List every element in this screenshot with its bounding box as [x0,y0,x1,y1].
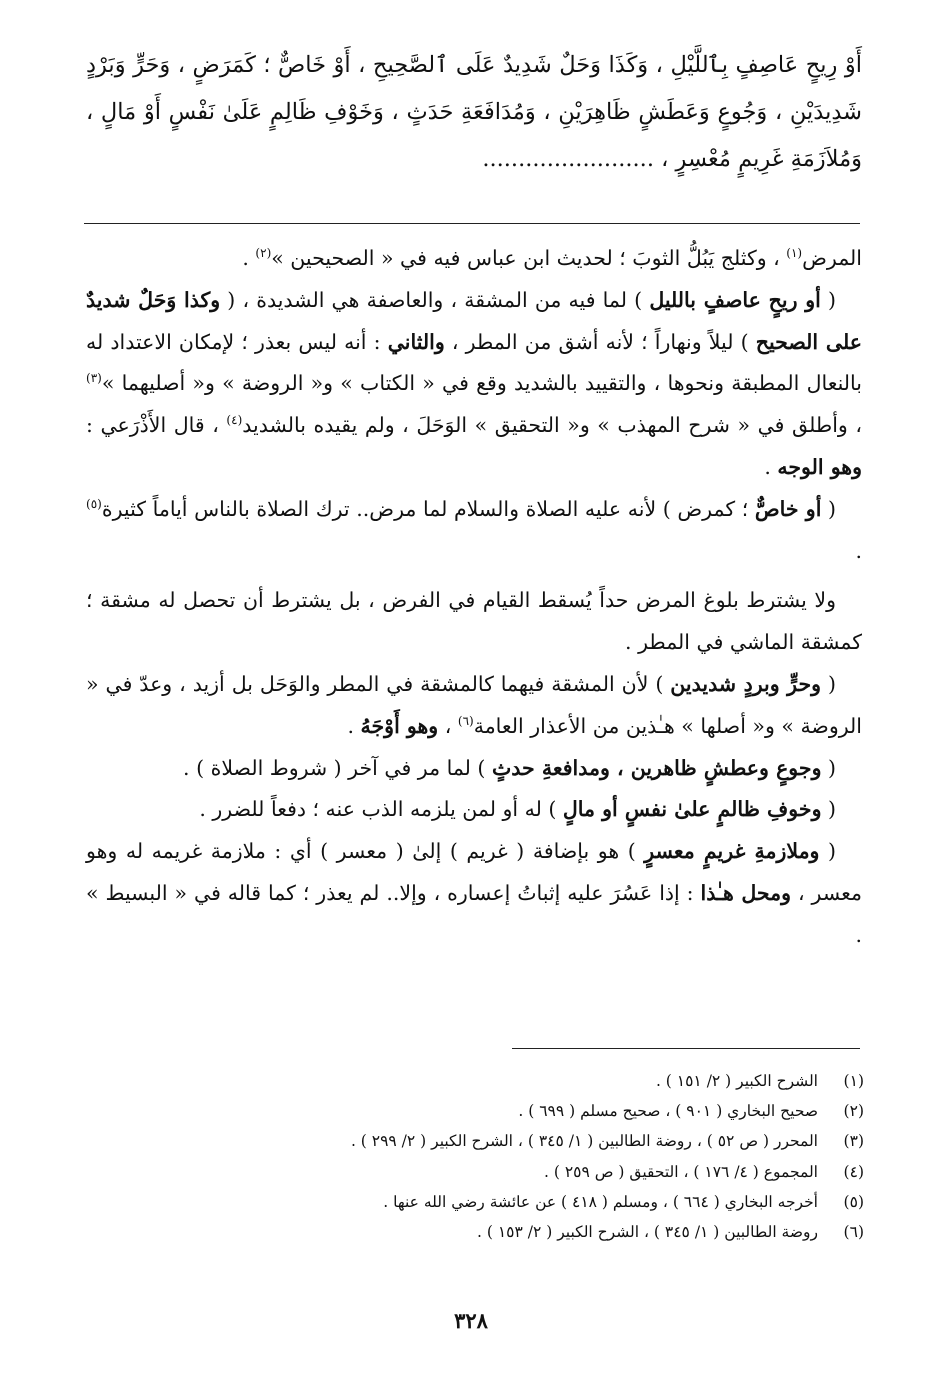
matn-text: أَوْ رِيحٍ عَاصِفٍ بِٱللَّيْلِ ، وَكَذَا وَحَلٌ شَدِيدٌ عَلَى ٱلصَّحِيحِ ، أَوْ خَاصٌّ ؛ كَمَرَضٍ ، وَحَرٍّ وَبَرْدٍ شَدِيدَيْنِ ، وَجُوعٍ وَعَطَشٍ ظَاهِرَيْنِ ، وَمُدَافَعَةِ حَدَثٍ ، وَخَوْفِ ظَالِمٍ عَلَىٰ نَفْسٍ أَوْ مَالٍ ، وَمُلاَزَمَةِ غَرِيمٍ مُعْسِرٍ ، [86,52,863,172]
matn-quote: وملازمةِ غريمٍ معسرٍ [644,839,820,864]
footnote-item [86,1187,864,1217]
footnote-ref: (١) [786,246,803,261]
commentary-paragraph-8 [86,831,862,956]
text-run: ( [820,287,836,312]
footnote-ref: (٦) [457,713,474,728]
footnote-text: روضة الطالبين ( ١/ ٣٤٥ ) ، الشرح الكبير ( ٢/ ١٥٣ ) . [477,1223,818,1242]
text-run: . [855,538,862,563]
footnote-ref: (٥) [86,496,102,511]
matn-text-block [86,42,862,183]
text-run: ) لأن المشقة فيهما كالمشقة في المطر والوَحَل بل أزيد ، وعدّ في « الروضة » و« أصلها » هـٰذين من الأعذار العامة [86,671,862,738]
text-run: ، [438,713,458,738]
text-run: ( [821,755,836,780]
matn-separator-rule [84,223,860,224]
bold-term: ومحل هـٰذا [700,880,792,905]
footnote-item [86,1096,864,1126]
commentary-paragraph-7 [86,789,862,831]
text-run: : إذا عَسُرَ عليه إثباتُ إعساره ، وإلا.. لم يعذر ؛ كما قاله في « البسيط » . [86,880,862,947]
matn-quote: وحرٍّ وبردٍ شديدين [670,671,822,696]
text-run: ) له أو لمن يلزمه الذب عنه ؛ دفعاً للضرر . [199,797,563,822]
matn-quote: وجوعٍ وعطشٍ ظاهرين ، ومدافعةِ حدثٍ [491,755,822,780]
footnote-item [86,1157,864,1187]
commentary-paragraph-2 [86,280,862,489]
text-run: المرض [802,246,862,270]
matn-quote: وكذا وَحَلٌ شديدٌ على الصحيح [86,287,862,354]
matn-continuation-dots: ........................ [482,146,654,172]
text-run: . [764,454,778,479]
footnote-number: (١) [843,1072,864,1090]
commentary-paragraph-6 [86,748,862,790]
matn-quote: أو خاصٌّ [754,496,822,521]
footnote-number: (٣) [843,1132,864,1151]
bold-term: وهو الوجه [777,454,862,479]
text-run: ؛ كمرض ) لأنه عليه الصلاة والسلام لما مرض.. ترك الصلاة بالناس أياماً كثيرة [101,496,755,521]
text-run: ) ليلاً ونهاراً ؛ لأنه أشق من المطر ، [444,329,756,354]
footnote-number: (٤) [843,1162,864,1181]
footnote-text: صحيح البخاري ( ٩٠١ ) ، صحيح مسلم ( ٦٩٩ ) . [518,1102,818,1121]
footnote-item [86,1066,864,1096]
text-run: . [347,713,361,738]
footnote-text: المحرر ( ص ٥٢ ) ، روضة الطالبين ( ١/ ٣٤٥ ) ، الشرح الكبير ( ٢/ ٢٩٩ ) . [350,1132,818,1151]
text-run: ) هو بإضافة ( غريم ) إلىٰ ( معسر ) أي : ملازمة غريمه له وهو معسر ، [86,839,862,905]
commentary-paragraph-3 [86,489,862,573]
footnote-text: المجموع ( ٤/ ١٧٦ ) ، التحقيق ( ص ٢٥٩ ) . [544,1162,818,1181]
footnote-number: (٢) [843,1102,864,1121]
bold-term: وهو أَوْجَهُ [360,713,439,738]
text-run: ) لما فيه من المشقة ، والعاصفة هي الشديدة ، ( [220,287,650,312]
footnote-text: أخرجه البخاري ( ٦٦٤ ) ، ومسلم ( ٤١٨ ) عن عائشة رضي الله عنها . [383,1192,818,1211]
text-run: ( [821,797,836,822]
matn-quote: أو ريحٍ عاصفٍ بالليل [649,287,821,312]
text-run: ( [821,671,836,696]
matn-quote: وخوفِ ظالمٍ علىٰ نفسٍ أو مالٍ [562,797,822,822]
footnote-text: الشرح الكبير ( ٢/ ١٥١ ) . [655,1072,818,1090]
footnotes-block [86,1066,864,1247]
footnote-ref: (٤) [226,413,243,428]
commentary-block [86,238,862,957]
footnote-ref: (٢) [255,246,272,261]
page-number: ٣٢٨ [454,1308,488,1333]
text-run: ، وكثلج يَبُلُّ الثوبَ ؛ لحديث ابن عباس فيه في « الصحيحين » [271,246,787,270]
footnote-item [86,1217,864,1247]
commentary-paragraph-5 [86,664,862,748]
footnote-item [86,1126,864,1156]
text-run: ، قال الأَذْرَعي : [86,413,227,438]
text-run: ، وأطلق في « شرح المهذب » و« التحقيق » الوَحَلَ ، ولم يقيده بالشديد [242,413,863,438]
footnote-separator-rule [512,1048,860,1049]
text-run: ( [821,496,837,521]
text-run: : أنه ليس بعذر ؛ لإمكان الاعتداد له بالنعال المطبقة ونحوها ، والتقييد بالشديد وقع في « الكتاب » و« الروضة » و« أصليهما » [86,329,862,396]
bold-term: والثاني [387,329,445,354]
footnote-ref: (٣) [86,371,102,386]
commentary-paragraph-4: ولا يشترط بلوغ المرض حداً يُسقط القيام في الفرض ، بل يشترط أن تحصل له مشقة ؛ كمشقة الماشي في المطر . [86,588,862,655]
text-run: . [242,246,256,270]
commentary-paragraph-1 [86,238,862,280]
footnote-number: (٦) [843,1223,864,1242]
text-run: ( [819,839,836,864]
text-run: ) لما مر في آخر ( شروط الصلاة ) . [183,755,492,780]
footnote-number: (٥) [843,1192,864,1211]
